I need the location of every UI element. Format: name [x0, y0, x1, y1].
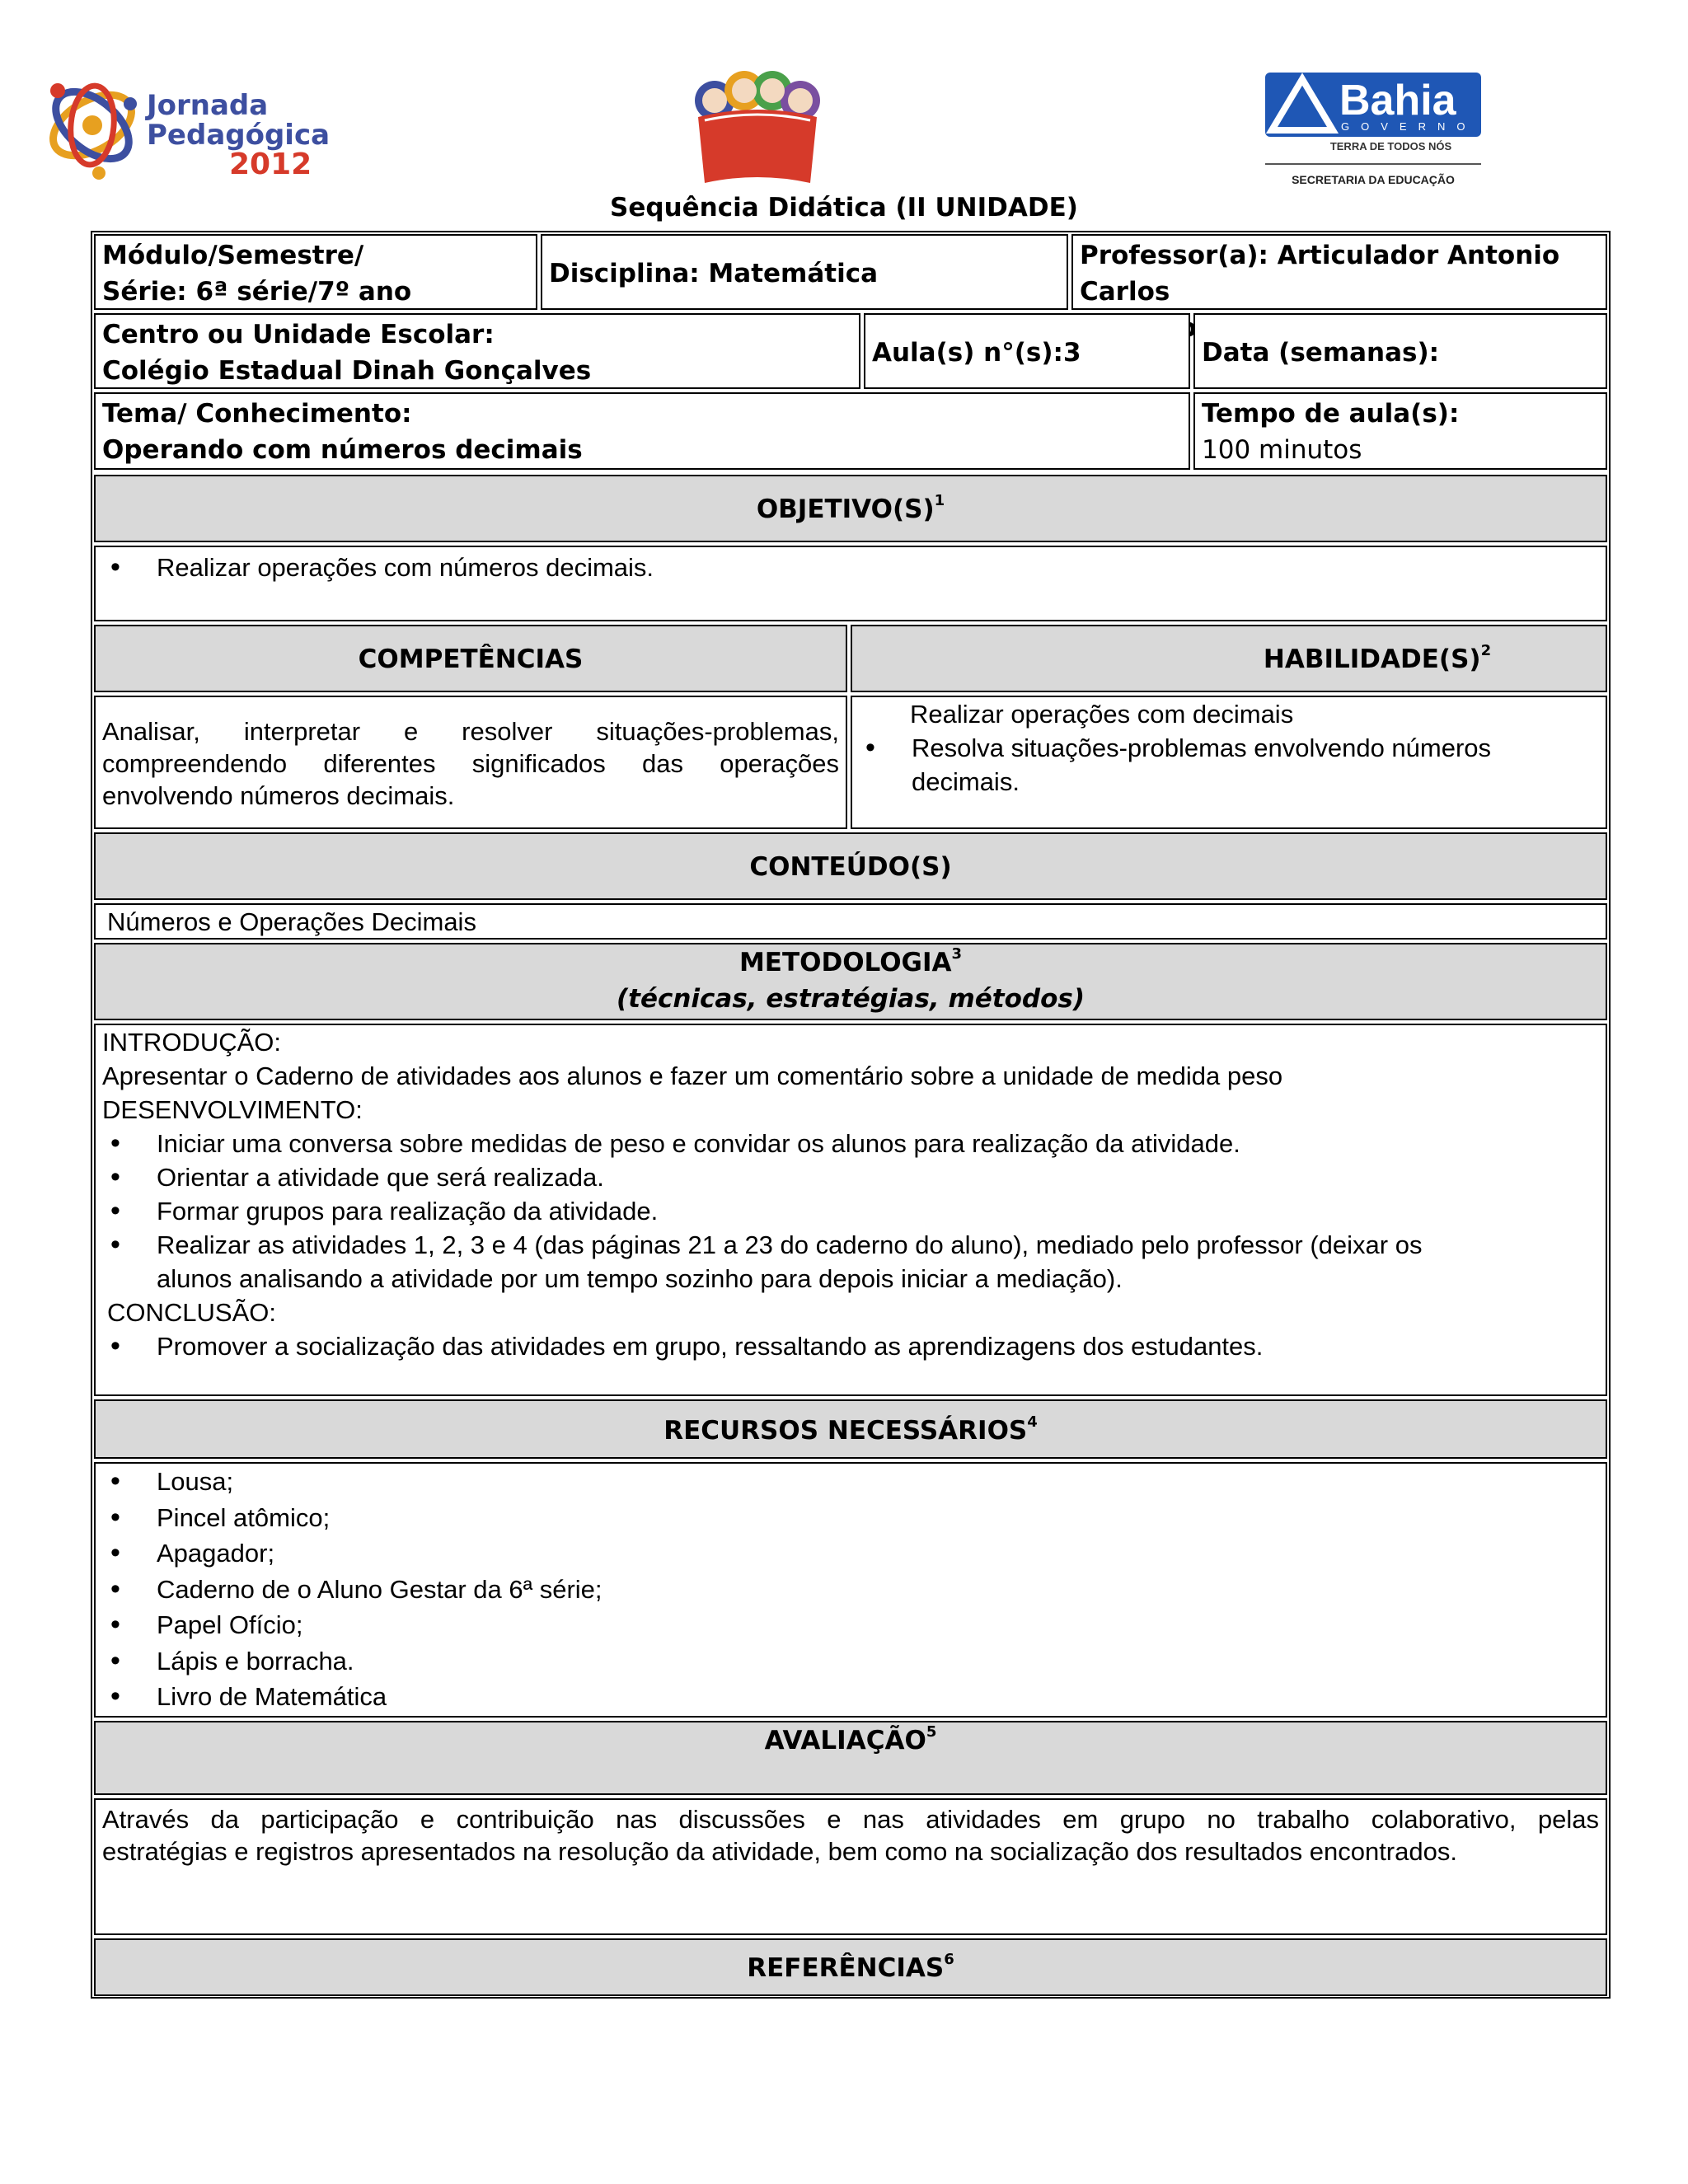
aula-value: Aula(s) n°(s):3: [872, 338, 1081, 368]
competencias-heading: COMPETÊNCIAS: [358, 644, 584, 674]
objetivo-item: • Realizar operações com números decimais.: [102, 551, 1586, 584]
aula-cell: [864, 313, 1190, 389]
metodologia-body: [94, 1024, 1607, 1396]
avaliacao-footnote-mark: 5: [926, 1722, 937, 1741]
tempo-value: 100 minutos: [1202, 435, 1362, 465]
modulo-label: Módulo/Semestre/: [102, 241, 364, 270]
avaliacao-line-1: Através da participação e contribuição nas discussões e nas atividades em grupo no trabalho colaborativo, pelas: [102, 1805, 1599, 1834]
objetivos-heading: OBJETIVO(S): [756, 494, 935, 524]
habilidade-item-line-2: decimais.: [912, 767, 1020, 796]
tema-label: Tema/ Conhecimento:: [102, 399, 412, 429]
kids-badge-icon: [680, 66, 828, 190]
habilidades-intro: Realizar operações com decimais: [910, 700, 1294, 729]
serie-value: Série: 6ª série/7º ano: [102, 277, 412, 307]
jornada-pedagogica-logo: [41, 66, 331, 190]
year-line: 2012: [229, 148, 312, 181]
recursos-header: [94, 1399, 1607, 1459]
modulo-cell: [94, 234, 537, 310]
competencias-line-1: Analisar, interpretar e resolver situações-problemas,: [102, 717, 839, 746]
recurso-item: • Lousa;: [102, 1464, 1586, 1500]
habilidades-footnote-mark: 2: [1480, 641, 1492, 659]
bahia-badge: [1265, 73, 1481, 137]
habilidades-header: [851, 625, 1607, 692]
jornada-emblem-icon: [41, 66, 148, 190]
professor-line-1: Professor(a): Articulador Antonio Carlos: [1080, 241, 1560, 307]
recurso-item: • Papel Ofício;: [102, 1607, 1586, 1643]
habilidades-body: [851, 696, 1607, 829]
referencias-footnote-mark: 6: [944, 1950, 954, 1968]
recurso-item: • Pincel atômico;: [102, 1500, 1586, 1536]
disciplina-cell: [541, 234, 1068, 310]
conclusao-label: CONCLUSÃO:: [107, 1298, 276, 1327]
recurso-item: • Livro de Matemática: [102, 1679, 1586, 1715]
professor-cell: [1071, 234, 1607, 310]
competencias-body: [94, 696, 847, 829]
competencias-line-2: compreendendo diferentes significados das operações: [102, 749, 839, 778]
conteudos-body: [94, 903, 1607, 940]
desenvolvimento-label: DESENVOLVIMENTO:: [102, 1095, 363, 1124]
triangle-icon: [1265, 73, 1339, 137]
centro-cell: [94, 313, 860, 389]
recursos-heading: RECURSOS NECESSÁRIOS: [663, 1416, 1028, 1446]
governo-word: GOVERNO: [1341, 120, 1477, 133]
introducao-label: INTRODUÇÃO:: [102, 1028, 281, 1057]
centro-value: Colégio Estadual Dinah Gonçalves: [102, 356, 592, 386]
habilidades-heading: HABILIDADE(S): [1263, 644, 1481, 674]
tempo-label: Tempo de aula(s):: [1202, 399, 1460, 429]
bahia-word: Bahia: [1339, 77, 1456, 124]
centro-label: Centro ou Unidade Escolar:: [102, 320, 495, 349]
metodologia-subheading: (técnicas, estratégias, métodos): [616, 984, 1085, 1014]
desenvolvimento-item: • Realizar as atividades 1, 2, 3 e 4 (das páginas 21 a 23 do caderno do aluno), mediado pelo professor (deixar os alunos analisando a atividade por um tempo sozinho para depois iniciar a mediação).: [102, 1228, 1561, 1296]
tema-cell: [94, 392, 1190, 470]
data-cell: [1193, 313, 1607, 389]
avaliacao-line-2: estratégias e registros apresentados na resolução da atividade, bem como na socialização dos resultados encontrados.: [102, 1837, 1457, 1866]
bahia-governo-logo: [1265, 73, 1488, 196]
tema-value: Operando com números decimais: [102, 435, 583, 465]
document-title: Sequência Didática (II UNIDADE): [610, 193, 1078, 223]
avaliacao-header: [94, 1721, 1607, 1795]
jornada-line: Jornada: [147, 89, 269, 122]
desenvolvimento-item: • Formar grupos para realização da atividade.: [102, 1194, 1561, 1228]
todos-pela-escola-logo: [680, 66, 828, 190]
metodologia-heading: METODOLOGIA: [738, 948, 952, 977]
avaliacao-body: [94, 1798, 1607, 1935]
habilidade-item-line-1: • Resolva situações-problemas envolvendo números: [912, 733, 1492, 762]
conteudos-header: [94, 832, 1607, 900]
competencias-line-3: envolvendo números decimais.: [102, 781, 455, 810]
recursos-footnote-mark: 4: [1027, 1413, 1038, 1431]
metodologia-header: [94, 943, 1607, 1020]
competencias-header: [94, 625, 847, 692]
disciplina-value: Disciplina: Matemática: [549, 259, 879, 288]
data-label: Data (semanas):: [1202, 338, 1440, 368]
recurso-item: • Lápis e borracha.: [102, 1643, 1586, 1680]
conclusao-item: • Promover a socialização das atividades em grupo, ressaltando as aprendizagens dos estudantes.: [102, 1329, 1586, 1363]
introducao-text: Apresentar o Caderno de atividades aos alunos e fazer um comentário sobre a unidade de medida peso: [102, 1062, 1283, 1090]
recurso-item: • Apagador;: [102, 1535, 1586, 1572]
recursos-body: [94, 1462, 1607, 1718]
bahia-tagline: TERRA DE TODOS NÓS: [1329, 140, 1452, 152]
referencias-header: [94, 1938, 1607, 1996]
desenvolvimento-item: • Orientar a atividade que será realizada.: [102, 1160, 1561, 1194]
desenvolvimento-item: • Iniciar uma conversa sobre medidas de peso e convidar os alunos para realização da atividade.: [102, 1127, 1561, 1160]
bahia-divider: [1265, 163, 1481, 165]
pedagogica-line: Pedagógica: [147, 119, 331, 152]
recurso-item: • Caderno de o Aluno Gestar da 6ª série;: [102, 1572, 1586, 1608]
avaliacao-heading: AVALIAÇÃO: [764, 1726, 926, 1755]
referencias-heading: REFERÊNCIAS: [747, 1953, 945, 1983]
objetivos-header: [94, 475, 1607, 542]
metodologia-footnote-mark: 3: [951, 944, 963, 963]
conteudos-heading: CONTEÚDO(S): [749, 852, 952, 882]
tempo-cell: [1193, 392, 1607, 470]
secretaria-label: SECRETARIA DA EDUCAÇÃO: [1292, 173, 1455, 186]
objetivos-footnote-mark: 1: [934, 491, 945, 509]
objetivos-body: [94, 546, 1607, 621]
conteudos-text: Números e Operações Decimais: [107, 907, 476, 936]
